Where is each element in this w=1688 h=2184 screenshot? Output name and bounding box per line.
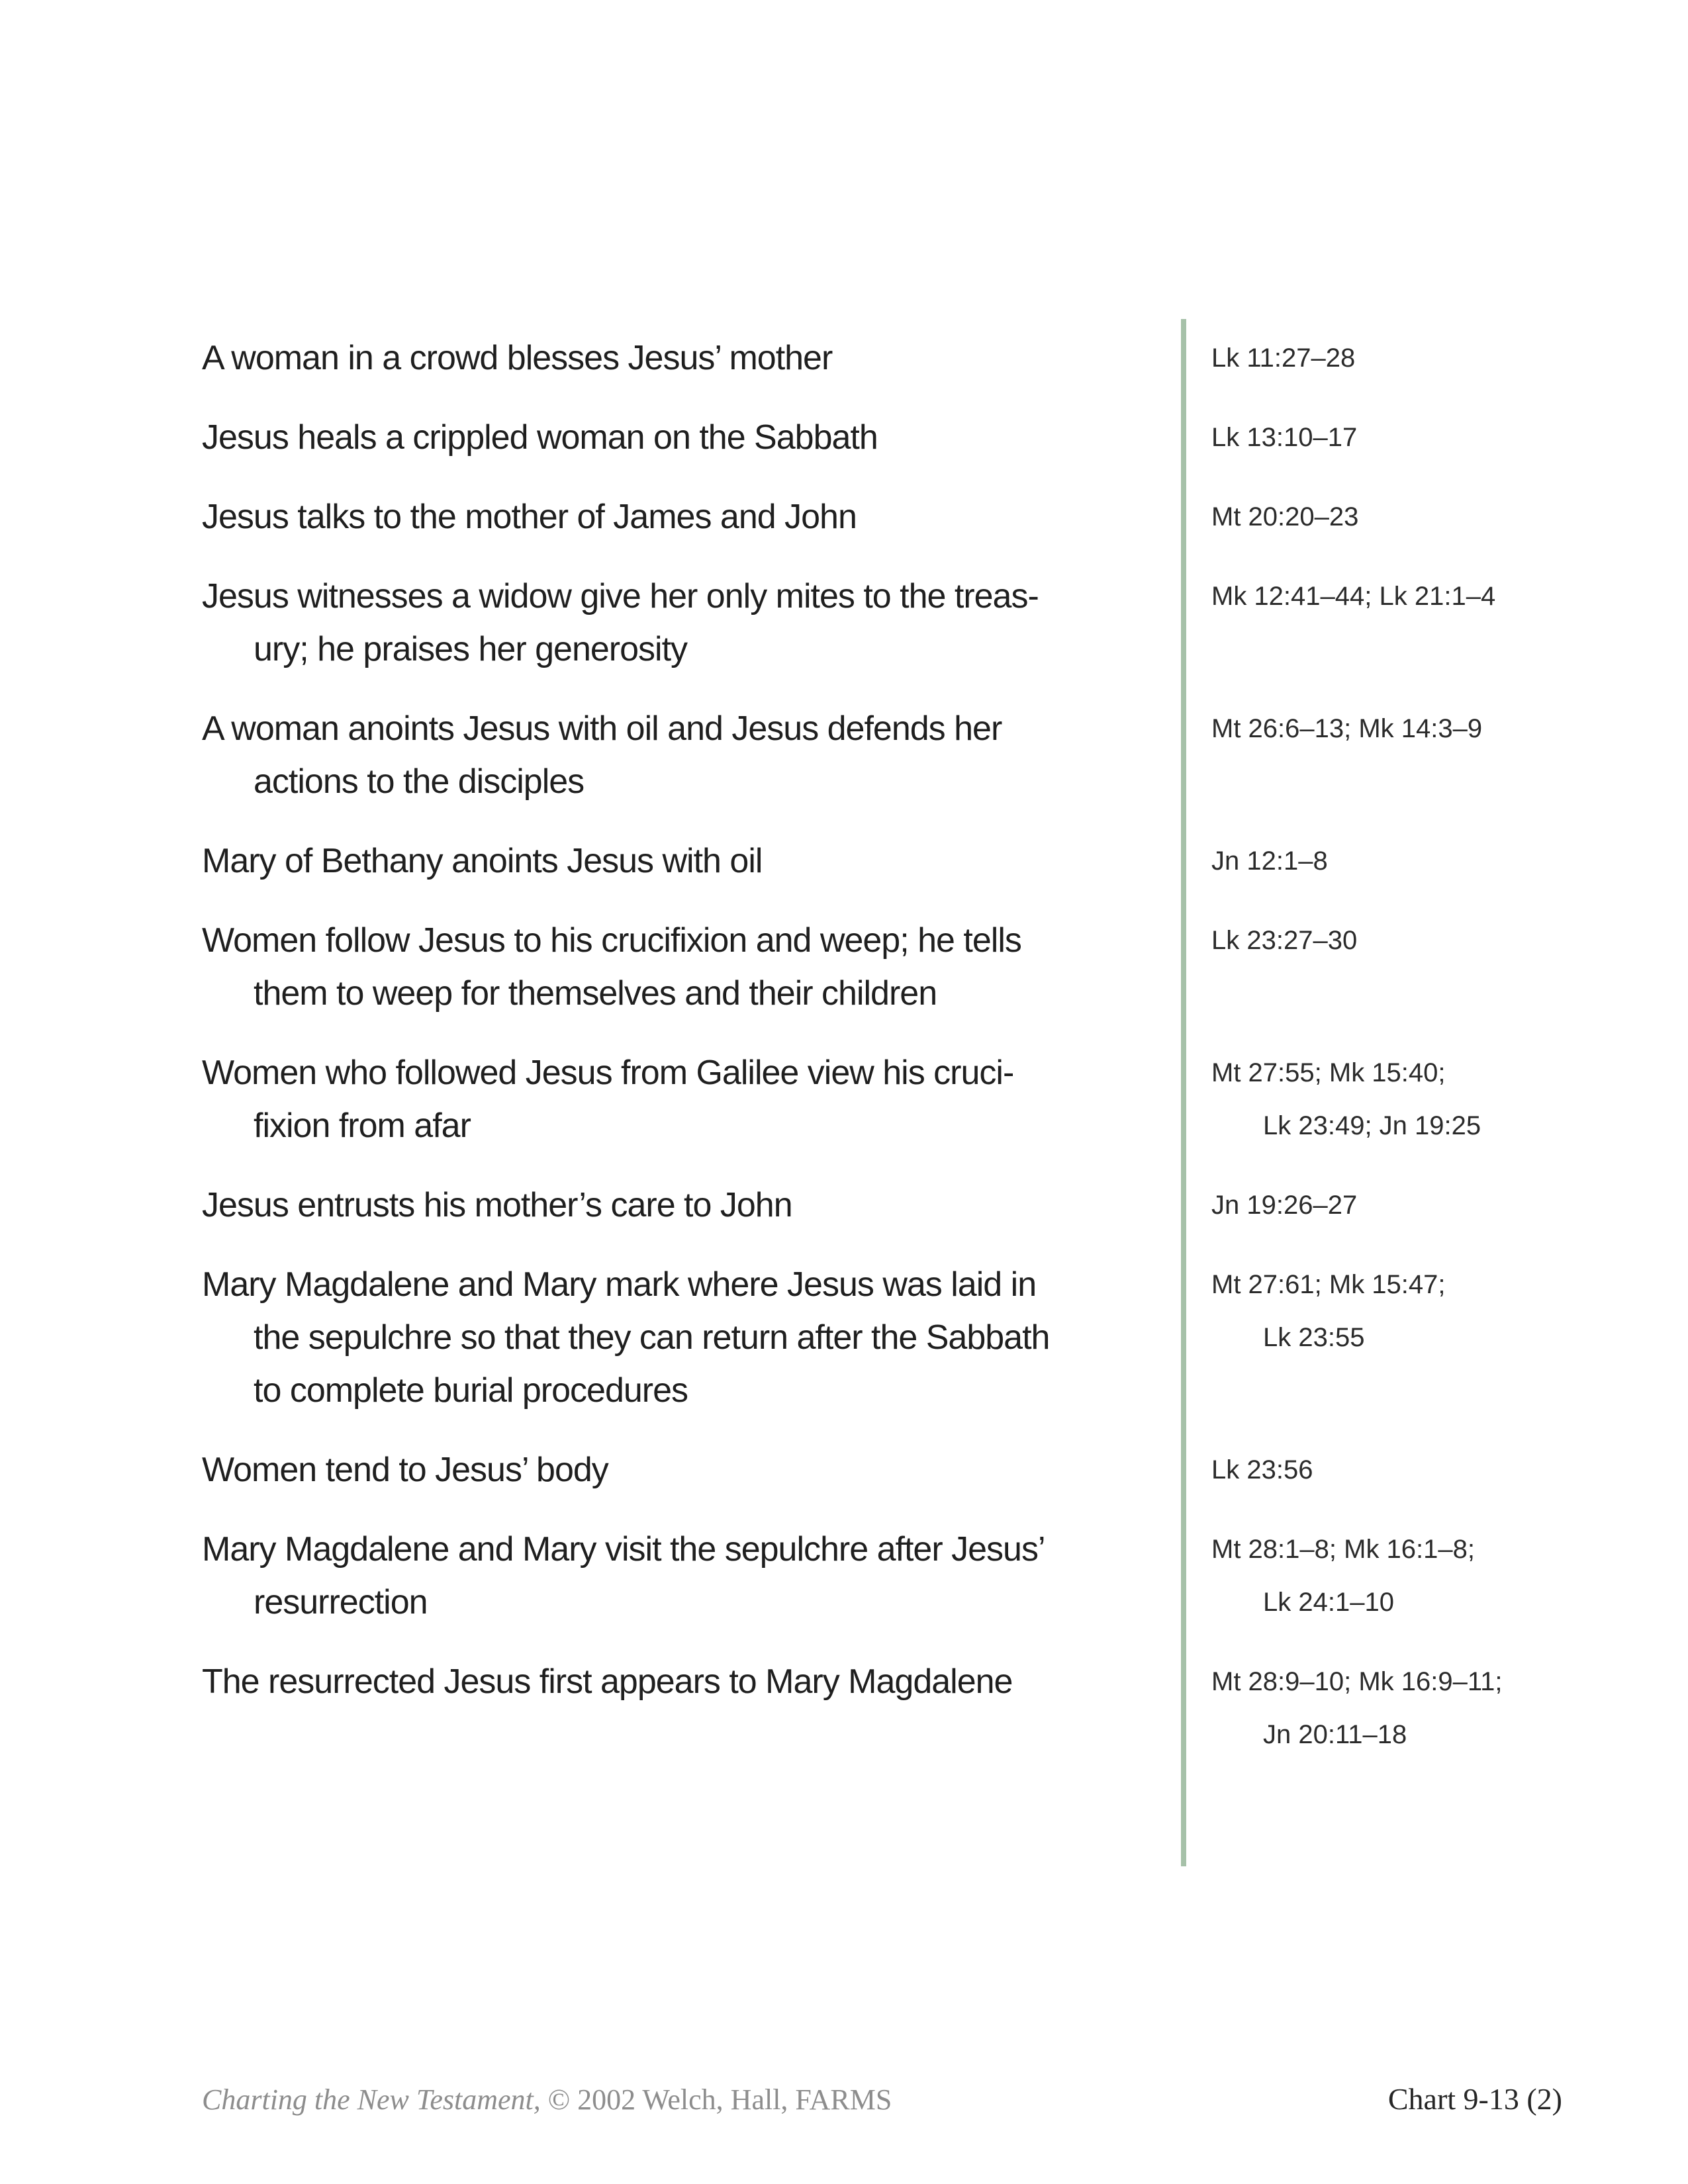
table-row [202, 411, 1562, 464]
scripture-reference-line: Lk 23:27–30 [1211, 926, 1358, 955]
scripture-reference-cell [1211, 1443, 1562, 1496]
event-cell [202, 702, 1211, 808]
table-row [202, 570, 1562, 676]
event-line: ury; he praises her generosity [254, 630, 688, 668]
scripture-reference-line: Lk 13:10–17 [1211, 423, 1358, 452]
scripture-reference-cell [1211, 835, 1562, 887]
scripture-reference-cell [1211, 914, 1562, 1020]
table-row [202, 914, 1562, 1020]
event-line: Mary Magdalene and Mary mark where Jesus was laid in [202, 1265, 1037, 1304]
scripture-reference-cell [1211, 490, 1562, 543]
event-line: Jesus entrusts his mother’s care to John [202, 1186, 792, 1224]
event-cell [202, 332, 1211, 385]
table-row [202, 1443, 1562, 1496]
event-cell [202, 1046, 1211, 1152]
event-line: fixion from afar [254, 1107, 471, 1145]
table-row [202, 1258, 1562, 1417]
event-cell [202, 1655, 1211, 1761]
scripture-reference-line: Lk 11:27–28 [1211, 343, 1356, 373]
event-cell [202, 411, 1211, 464]
event-cell [202, 1523, 1211, 1629]
table-row [202, 835, 1562, 887]
event-cell [202, 490, 1211, 543]
event-line: Jesus witnesses a widow give her only mites to the treas- [202, 577, 1039, 615]
scripture-reference-cell [1211, 1655, 1562, 1761]
copyright-text: © 2002 Welch, Hall, FARMS [540, 2083, 892, 2116]
event-cell [202, 835, 1211, 887]
events-reference-table [202, 332, 1562, 1788]
event-line: A woman anoints Jesus with oil and Jesus defends her [202, 709, 1002, 748]
event-cell [202, 914, 1211, 1020]
event-cell [202, 1443, 1211, 1496]
event-line: them to weep for themselves and their children [254, 974, 937, 1013]
event-line: Women who followed Jesus from Galilee view his cruci- [202, 1054, 1014, 1092]
event-line: Mary Magdalene and Mary visit the sepulchre after Jesus’ [202, 1530, 1045, 1569]
event-line: the sepulchre so that they can return after the Sabbath [254, 1318, 1050, 1357]
scripture-reference-line: Mt 20:20–23 [1211, 502, 1359, 531]
footer-chart-number: Chart 9-13 (2) [1387, 2082, 1562, 2116]
scripture-reference-cell [1211, 1179, 1562, 1232]
event-cell [202, 570, 1211, 676]
table-row [202, 1046, 1562, 1152]
scripture-reference-line: Lk 24:1–10 [1263, 1588, 1394, 1617]
table-row [202, 490, 1562, 543]
scripture-reference-line: Mt 28:9–10; Mk 16:9–11; [1211, 1667, 1503, 1696]
scripture-reference-cell [1211, 702, 1562, 808]
scripture-reference-line: Jn 19:26–27 [1211, 1191, 1358, 1220]
table-row [202, 332, 1562, 385]
event-line: to complete burial procedures [254, 1371, 688, 1410]
event-line: actions to the disciples [254, 762, 585, 801]
scripture-reference-line: Mk 12:41–44; Lk 21:1–4 [1211, 582, 1496, 611]
scripture-reference-line: Lk 23:56 [1211, 1455, 1313, 1484]
footer [202, 2081, 1562, 2116]
scripture-reference-cell [1211, 411, 1562, 464]
event-line: A woman in a crowd blesses Jesus’ mother [202, 339, 833, 377]
scripture-reference-line: Mt 28:1–8; Mk 16:1–8; [1211, 1535, 1476, 1564]
scripture-reference-line: Lk 23:55 [1263, 1323, 1365, 1352]
scripture-reference-cell [1211, 1258, 1562, 1417]
event-line: Jesus talks to the mother of James and John [202, 498, 857, 536]
event-line: Women tend to Jesus’ body [202, 1451, 608, 1489]
scripture-reference-cell [1211, 1523, 1562, 1629]
scripture-reference-line: Mt 27:61; Mk 15:47; [1211, 1270, 1446, 1299]
event-line: resurrection [254, 1583, 428, 1621]
scripture-reference-line: Mt 27:55; Mk 15:40; [1211, 1058, 1446, 1087]
scripture-reference-cell [1211, 570, 1562, 676]
scripture-reference-line: Lk 23:49; Jn 19:25 [1263, 1111, 1481, 1140]
event-line: Jesus heals a crippled woman on the Sabbath [202, 418, 878, 457]
event-line: Mary of Bethany anoints Jesus with oil [202, 842, 763, 880]
table-row [202, 1523, 1562, 1629]
event-cell [202, 1258, 1211, 1417]
event-cell [202, 1179, 1211, 1232]
scripture-reference-line: Mt 26:6–13; Mk 14:3–9 [1211, 714, 1483, 743]
event-line: Women follow Jesus to his crucifixion and weep; he tells [202, 921, 1021, 960]
table-row [202, 1655, 1562, 1761]
scripture-reference-line: Jn 12:1–8 [1211, 846, 1328, 876]
book-title: Charting the New Testament, [202, 2083, 541, 2116]
scripture-reference-cell [1211, 1046, 1562, 1152]
scripture-reference-cell [1211, 332, 1562, 385]
event-line: The resurrected Jesus first appears to Mary Magdalene [202, 1662, 1013, 1701]
table-row [202, 1179, 1562, 1232]
table-row [202, 702, 1562, 808]
footer-credit [202, 2083, 892, 2116]
scripture-reference-line: Jn 20:11–18 [1263, 1720, 1407, 1749]
